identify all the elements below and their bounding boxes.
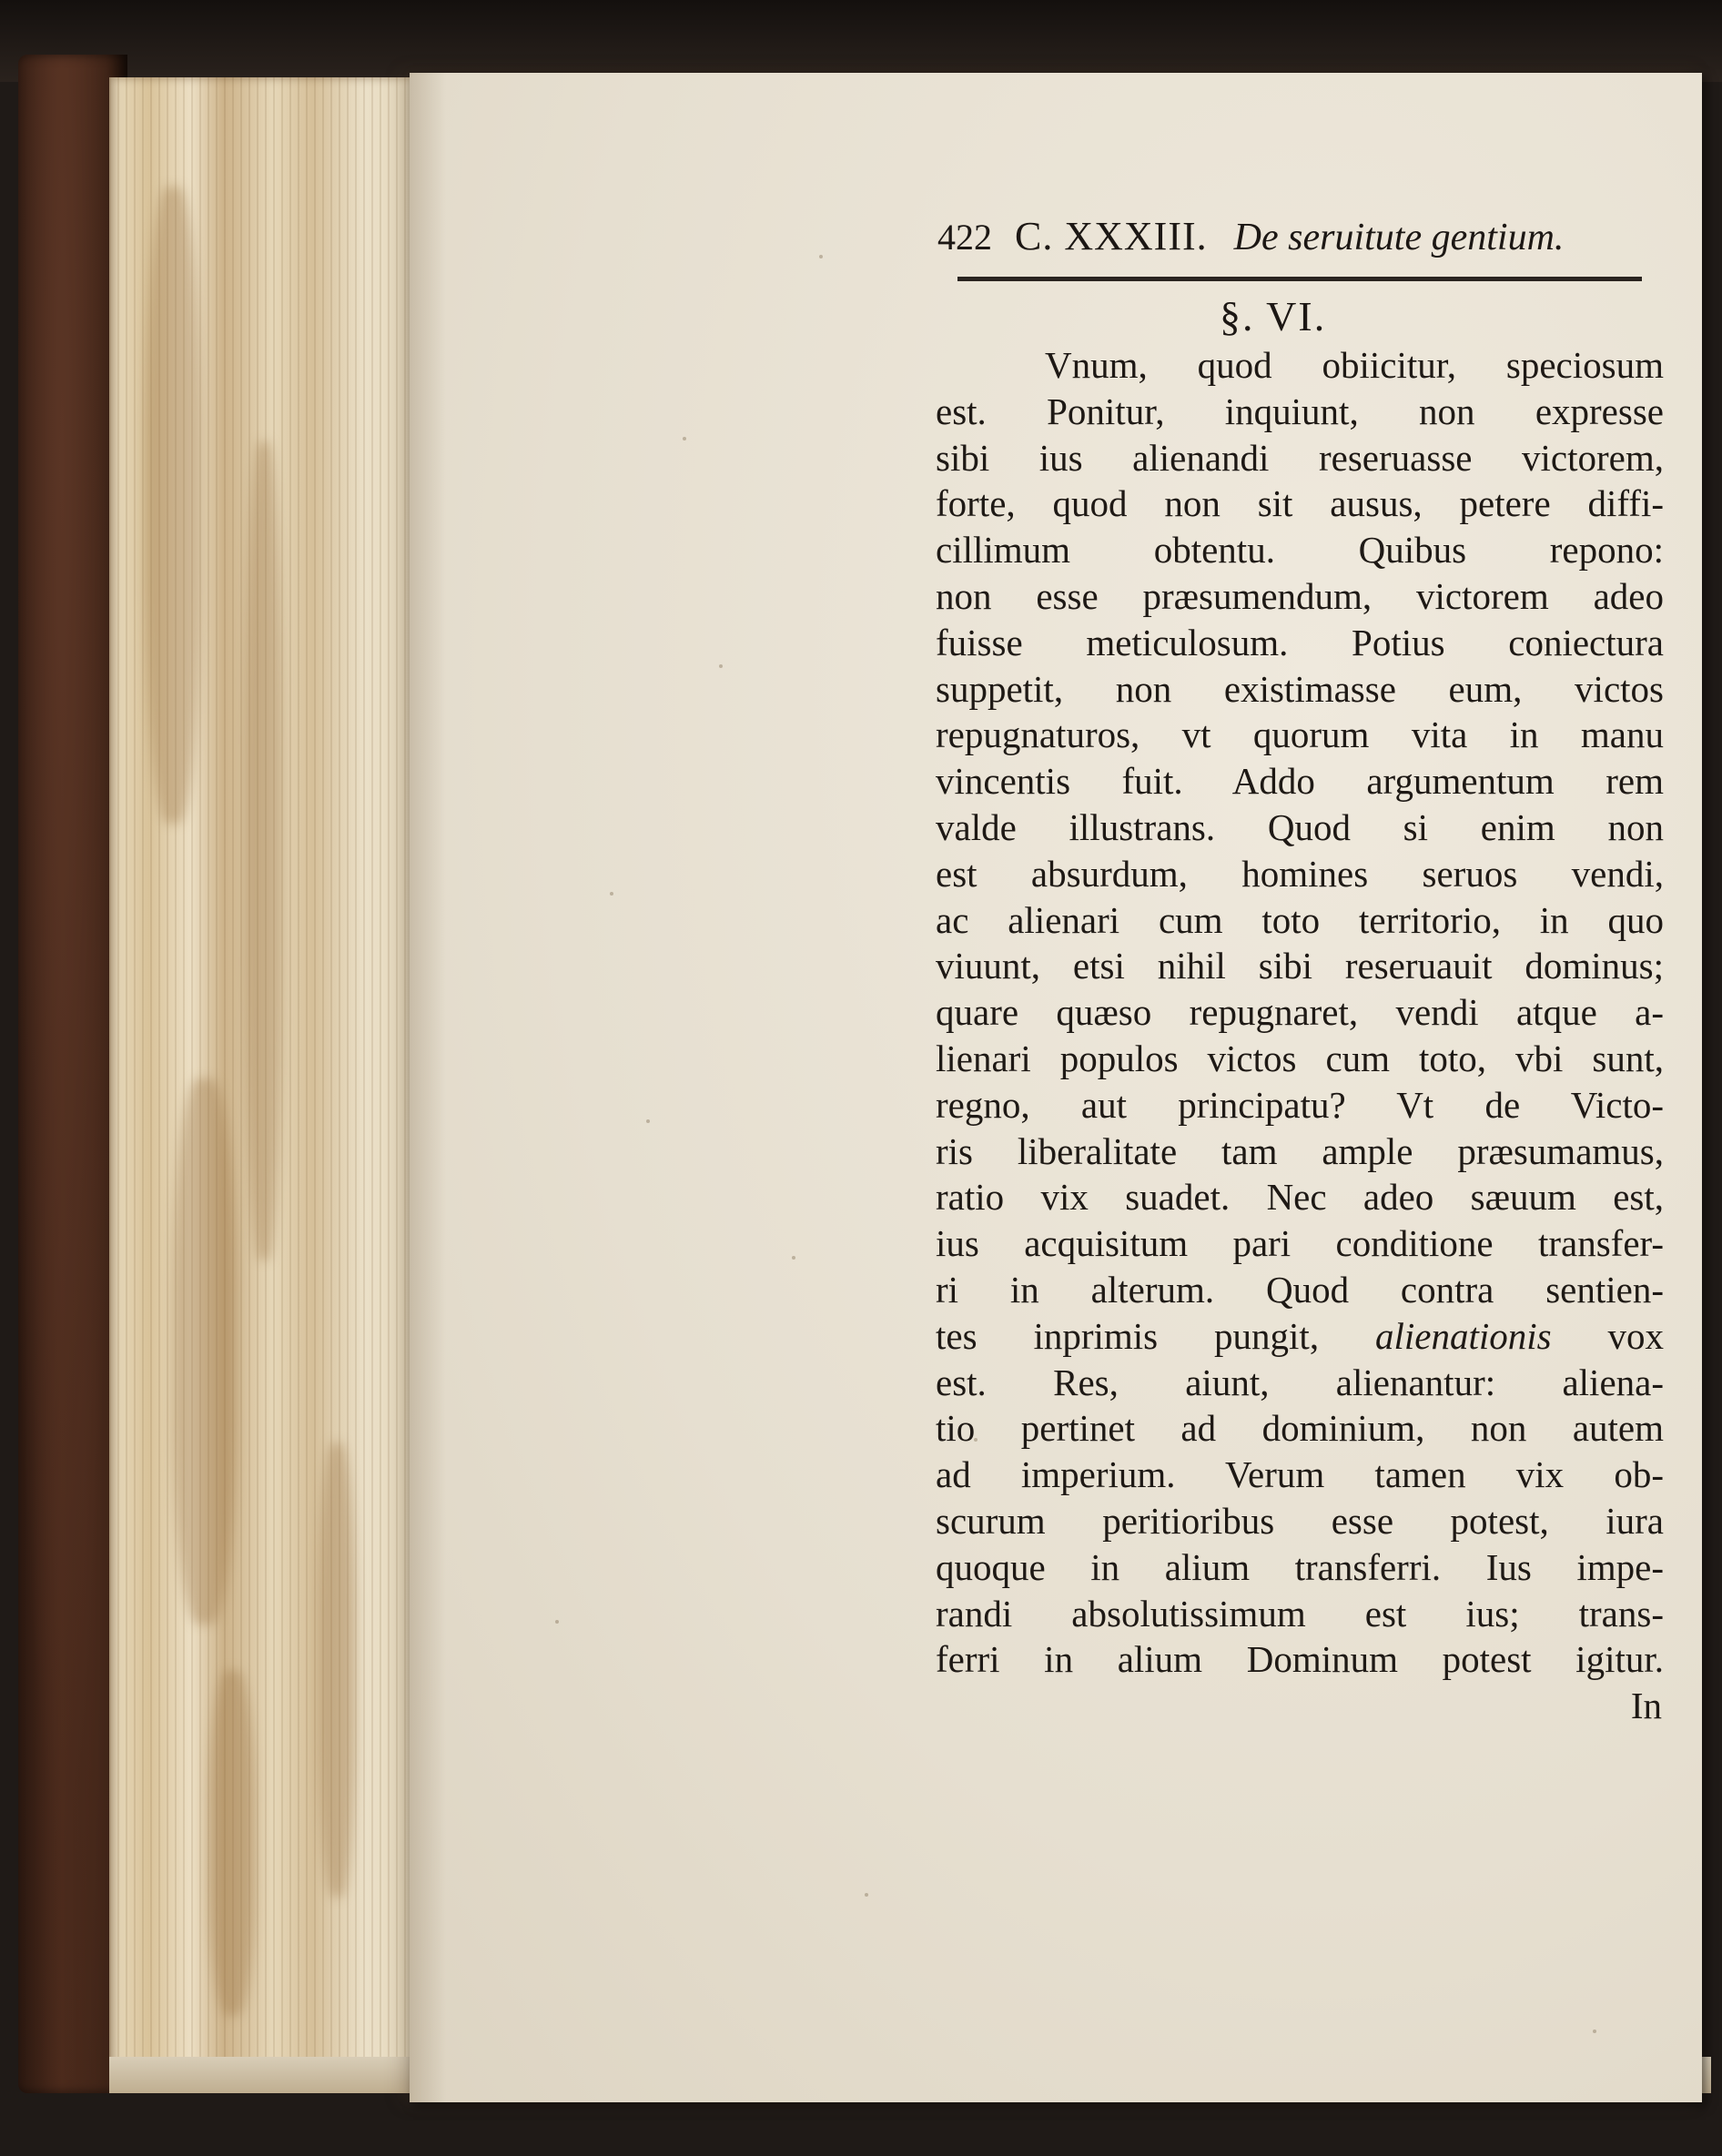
body-text [936,342,1664,1729]
text-segment: vox [1551,1314,1665,1357]
page-edges [109,77,437,2080]
section-heading: §. VI. [1220,293,1327,339]
text-line: ferri in alium Dominum potest igitur. [936,1638,1664,1681]
header-rule [957,277,1642,281]
text-line: est. Res, aiunt, alienantur: aliena- [936,1361,1664,1403]
text-line: tio pertinet ad dominium, non autem [936,1407,1664,1450]
text-segment: tes inprimis pungit, [936,1314,1375,1357]
text-line: Vnum, quod obiicitur, speciosum [1045,344,1664,386]
text-line: randi absolutissimum est ius; trans- [936,1592,1664,1635]
text-line: est absurdum, homines seruos vendi, [936,852,1664,895]
text-line: est. Ponitur, inquiunt, non expresse [936,390,1664,432]
text-line: fuisse meticulosum. Potius coniectura [936,621,1664,663]
text-line: ad imperium. Verum tamen vix ob- [936,1453,1664,1496]
text-line: viuunt, etsi nihil sibi reseruauit dominus; [936,945,1664,987]
chapter-label: C. XXXIII. [1015,214,1208,258]
text-line: lienari populos victos cum toto, vbi sunt, [936,1037,1664,1079]
text-line: regno, aut principatu? Vt de Victo- [936,1083,1664,1126]
text-line: ius acquisitum pari conditione transfer- [936,1222,1664,1265]
text-line: repugnaturos, vt quorum vita in manu [936,714,1664,756]
text-line: valde illustrans. Quod si enim non [936,805,1664,848]
italic-term: alienationis [1374,1314,1552,1357]
text-line: forte, quod non sit ausus, petere diffi- [936,482,1664,525]
text-line: ratio vix suadet. Nec adeo sæuum est, [936,1176,1664,1219]
text-line: ac alienari cum toto territorio, in quo [936,898,1664,941]
background-top [0,0,1722,82]
text-line: vincentis fuit. Addo argumentum rem [936,760,1664,803]
text-line-with-italic [936,1313,1664,1360]
text-line: quoque in alium transferri. Ius impe- [936,1545,1664,1588]
running-head [937,209,1656,264]
page-number: 422 [937,217,992,258]
text-line: sibi ius alienandi reseruasse victorem, [936,436,1664,479]
text-line: ris liberalitate tam ample præsumamus, [936,1129,1664,1172]
chapter-title: De seruitute gentium. [1233,217,1565,258]
text-line: suppetit, non existimasse eum, victos [936,667,1664,710]
text-line: scurum peritioribus esse potest, iura [936,1499,1664,1542]
page-gutter-shadow [410,73,446,2102]
catchword: In [1630,1685,1662,1727]
text-line: cillimum obtentu. Quibus repono: [936,529,1664,572]
text-line: ri in alterum. Quod contra sentien- [936,1268,1664,1311]
text-line: quare quæso repugnaret, vendi atque a- [936,991,1664,1034]
text-line: non esse præsumendum, victorem adeo [936,574,1664,617]
